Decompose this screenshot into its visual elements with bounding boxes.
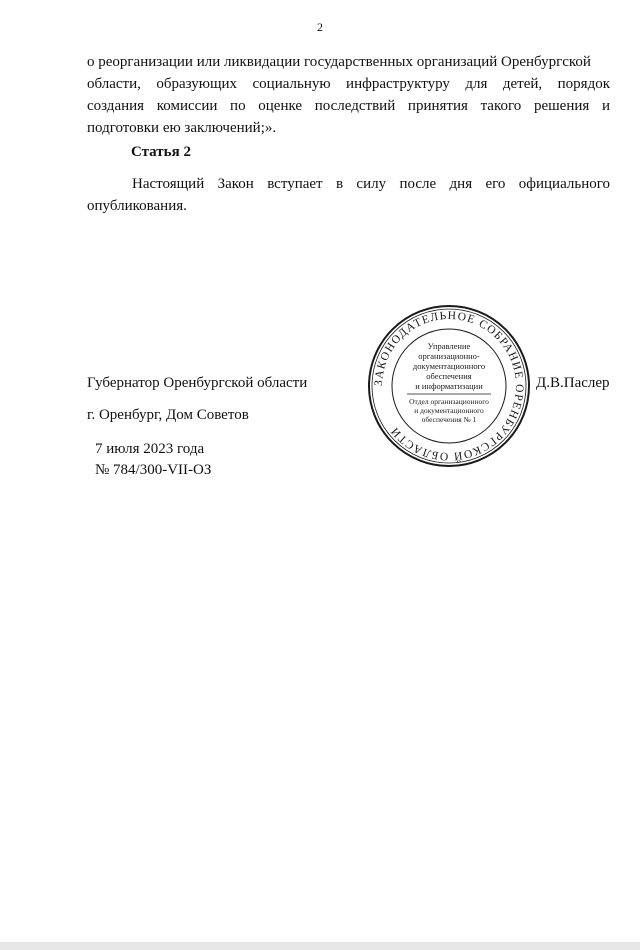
intro-line: подготовки ею заключений;». bbox=[87, 120, 277, 136]
law-number: № 784/300-VII-ОЗ bbox=[95, 462, 212, 478]
stamp-inner-line: обеспечения № 1 bbox=[421, 415, 477, 424]
article-body-line: Настоящий Закон вступает в силу после дня его официального bbox=[132, 176, 610, 192]
stamp-inner-line: организационно- bbox=[418, 351, 480, 361]
stamp-inner-line: Управление bbox=[427, 341, 471, 351]
stamp-inner-line: обеспечения bbox=[426, 371, 472, 381]
article-body bbox=[87, 173, 610, 217]
page-number: 2 bbox=[317, 20, 323, 34]
article-heading: Статья 2 bbox=[131, 144, 191, 160]
signatory-name: Д.В.Паслер bbox=[536, 375, 610, 391]
scan-bottom-edge bbox=[0, 942, 640, 950]
official-stamp bbox=[367, 304, 531, 468]
signing-place: г. Оренбург, Дом Советов bbox=[87, 407, 249, 423]
stamp-inner-line: и информатизации bbox=[415, 381, 483, 391]
intro-line: создания комиссии по оценке последствий принятия такого решения и bbox=[87, 98, 610, 114]
article-body-line: опубликования. bbox=[87, 198, 187, 214]
stamp-inner-line: и документационного bbox=[414, 406, 484, 415]
signatory-position: Губернатор Оренбургской области bbox=[87, 375, 308, 391]
stamp-inner-text bbox=[407, 341, 491, 424]
stamp-inner-line: документационного bbox=[412, 361, 486, 371]
intro-paragraph bbox=[87, 51, 610, 139]
stamp-ring-text: ЗАКОНОДАТЕЛЬНОЕ СОБРАНИЕ ОРЕНБУРГСКОЙ ОБЛАСТИ bbox=[372, 309, 526, 463]
intro-line: области, образующих социальную инфраструктуру для детей, порядок bbox=[87, 76, 610, 92]
intro-line: о реорганизации или ликвидации государственных организаций Оренбургской bbox=[87, 54, 591, 70]
signing-date: 7 июля 2023 года bbox=[95, 441, 205, 457]
stamp-inner-line: Отдел организационного bbox=[409, 397, 489, 406]
